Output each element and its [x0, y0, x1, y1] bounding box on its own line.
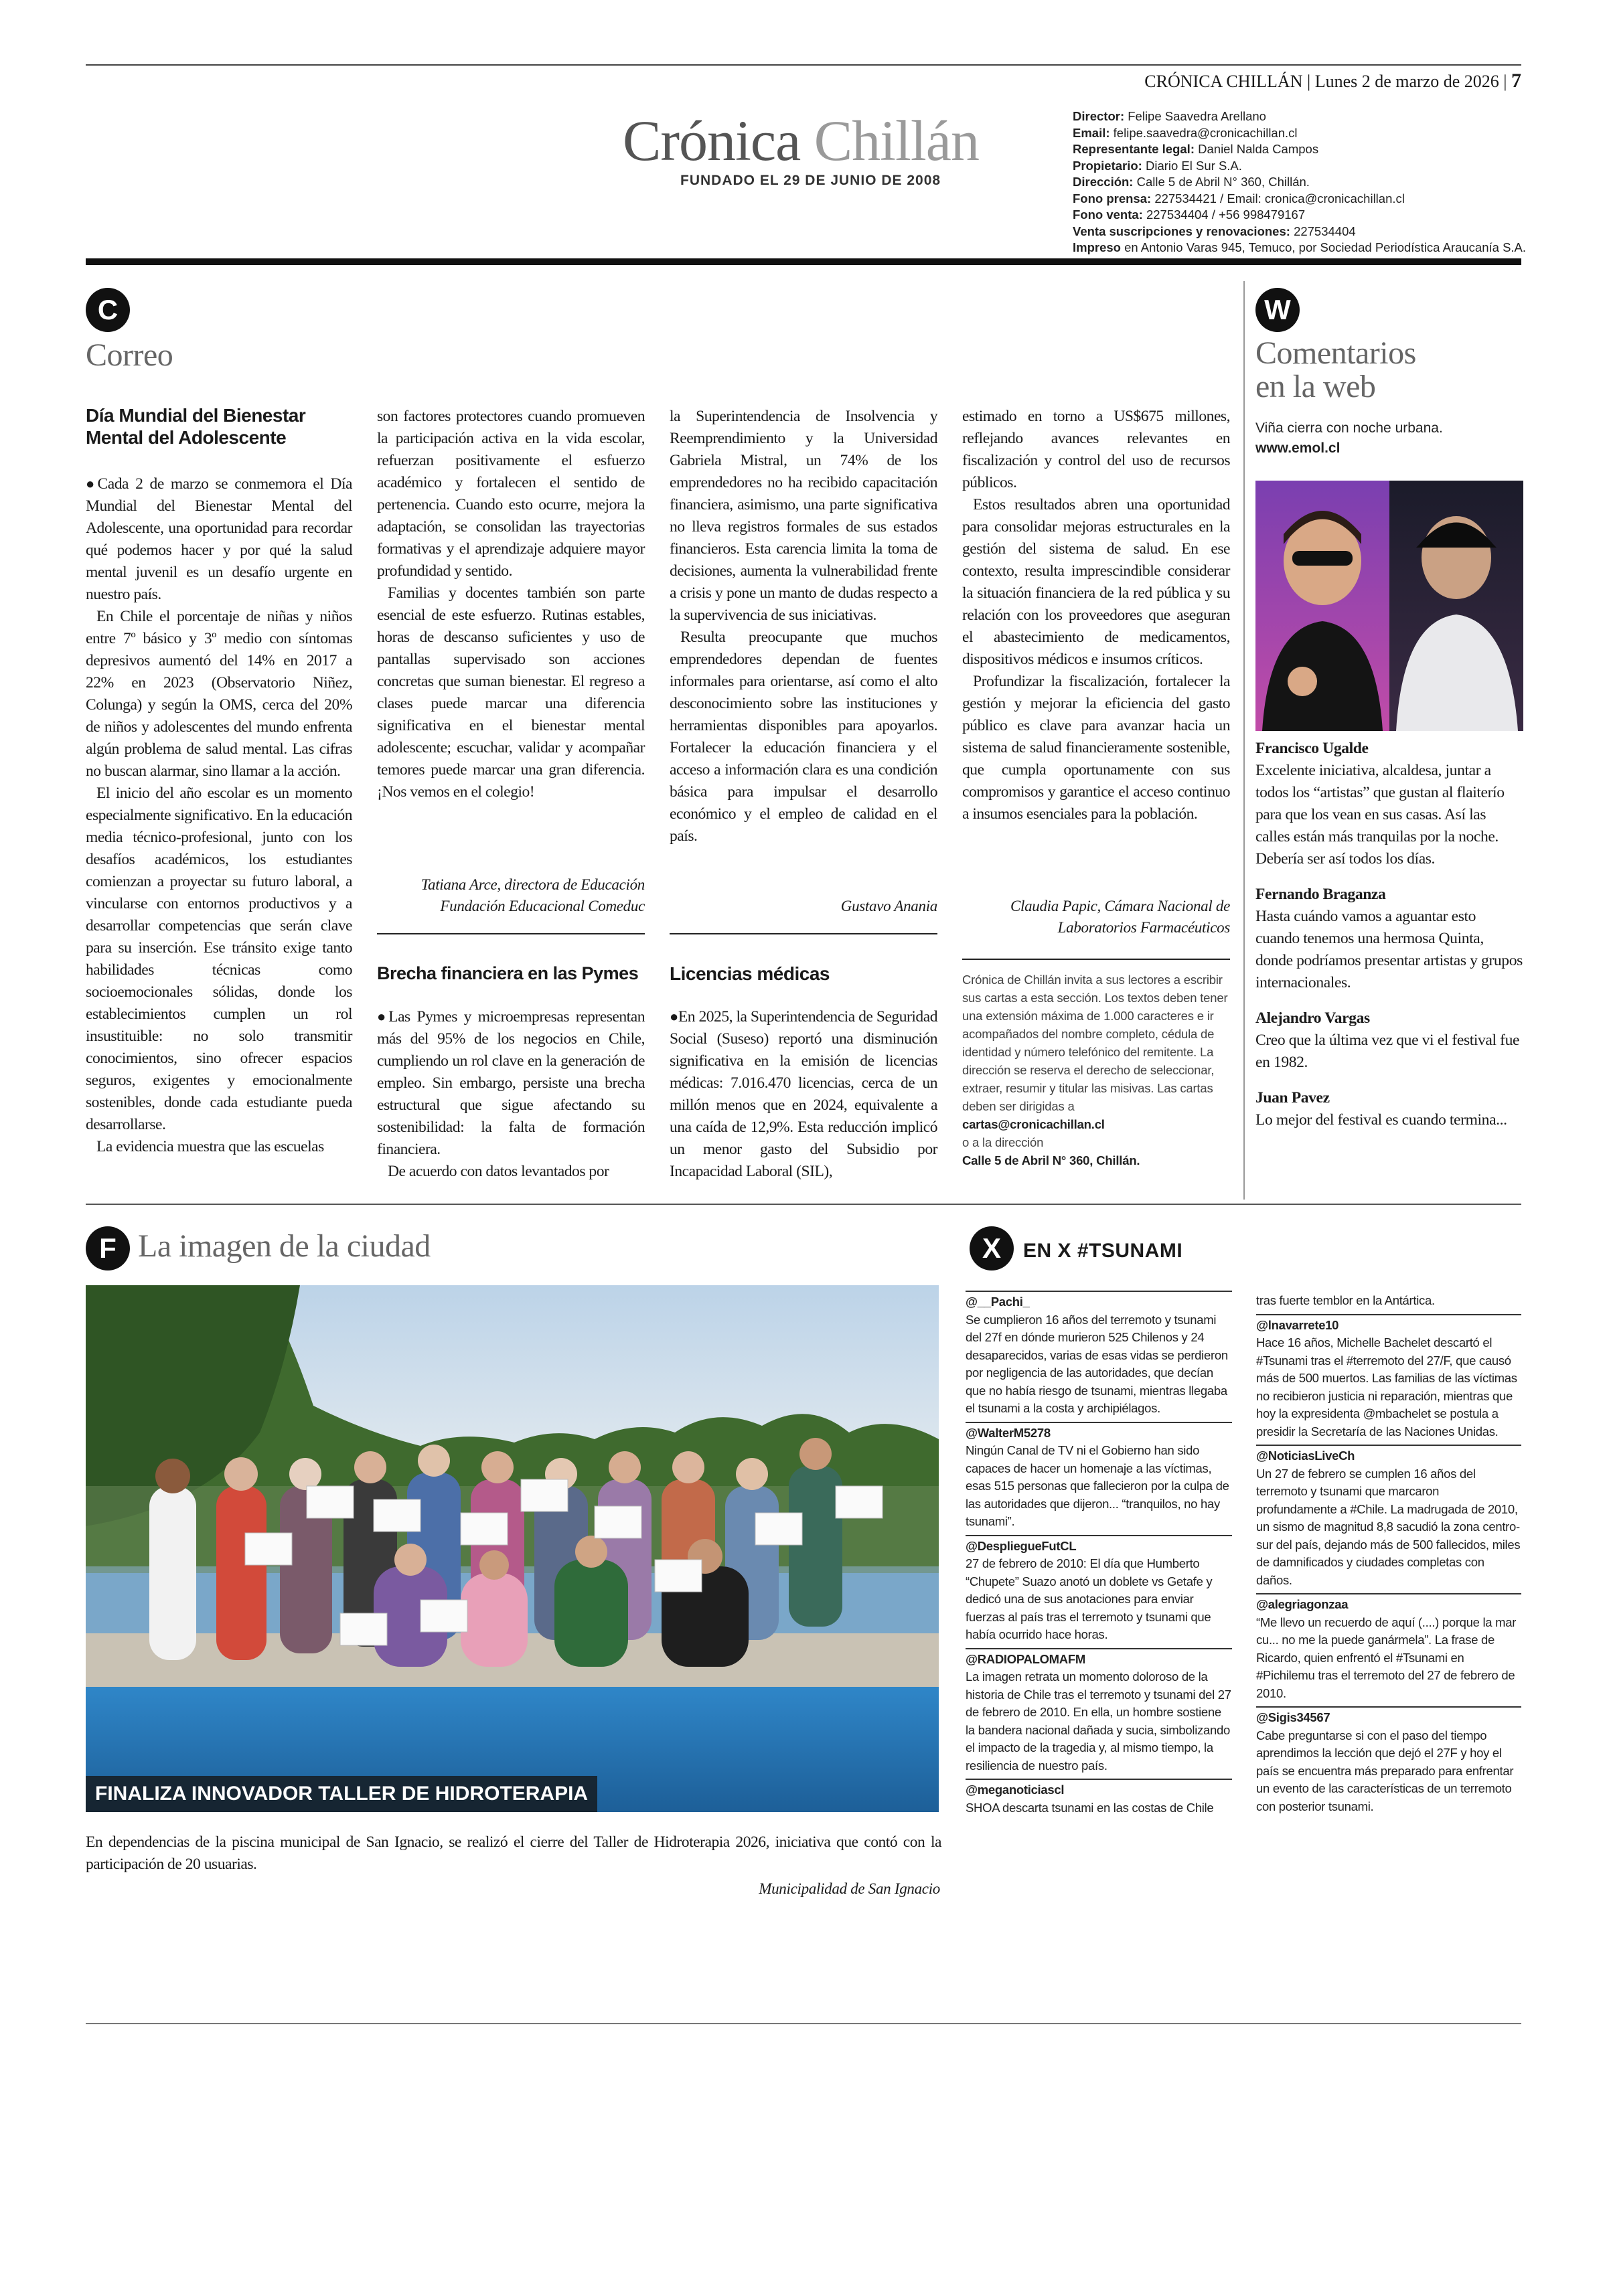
diploma	[420, 1600, 467, 1632]
folio-page: 7	[1511, 70, 1521, 92]
letter2-p3: la Superintendencia de Insolvencia y Reemprendimiento y la Universidad Gabriela Mistral, un 74% de los emprendedores no ha recibido capacitación financiera, asimismo, una parte significativa no lleva registros formales de sus estados financieros. Esta carencia limita la toma de decisiones, aumenta la vulnerabilidad frente a crisis y pone un manto de dudas respecto a la supervivencia de sus iniciativas.	[670, 408, 937, 624]
tweet-handle[interactable]: @lnavarrete10	[1256, 1314, 1521, 1335]
tweet-handle[interactable]: @__Pachi_	[966, 1291, 1232, 1311]
web-comment-text: Excelente iniciativa, alcaldesa, juntar a todos los “artistas” que gustan al flaiterío para que los vean en sus casas. Así las calles están más tranquilas por la noche. Debería ser así todos los días.	[1255, 762, 1505, 868]
web-title-2: en la web	[1255, 369, 1376, 404]
diploma	[374, 1499, 420, 1532]
tweet-text: Un 27 de febrero se cumplen 16 años del terremoto y tsunami que marcaron profundamente a #Chile. La madrugada de 2010, un sismo de magnitud 8,8 sacudió la zona centro-sur del país, dejando más de 500 fallecidos, miles de damnificados y ciudades completas con daños.	[1256, 1466, 1521, 1587]
staff-value: Diario El Sur S.A.	[1145, 158, 1242, 173]
diploma	[595, 1506, 641, 1538]
letter3-p2: estimado en torno a US$675 millones, reflejando avances relevantes en fiscalización y control del uso de recursos públicos.	[962, 408, 1230, 491]
staff-value: 227534404 / +56 998479167	[1146, 208, 1306, 222]
letter1-p1: Cada 2 de marzo se conmemora el Día Mundial del Bienestar Mental del Adolescente, una oportunidad para recordar qué podemos hacer y por qué la salud mental juvenil es un desafío urgente en nuestro país.	[86, 475, 352, 603]
web-source[interactable]: www.emol.cl	[1255, 440, 1341, 456]
web-subtitle-text: Viña cierra con noche urbana.	[1255, 420, 1443, 436]
masthead	[623, 107, 979, 174]
diploma	[307, 1486, 354, 1518]
web-photo	[1255, 481, 1523, 731]
staff-line	[1073, 141, 1526, 158]
staff-label: Impreso	[1073, 240, 1121, 254]
letter2-p4: Resulta preocupante que muchos emprendedores dependan de fuentes informales para orientarse, así como el alto desconocimiento sobre las instituciones y herramientas disponibles para apoyarlos. Fortalecer la educación financiera y el acceso a información clara es una condición básica para impulsar el desarrollo económico y el empleo de calidad en el país.	[670, 629, 937, 845]
letter3-signature: Claudia Papic, Cámara Nacional de Laboratorios Farmacéuticos	[1010, 898, 1230, 936]
web-comment	[1255, 884, 1523, 994]
diploma	[655, 1560, 702, 1592]
web-badge: W	[1255, 288, 1300, 332]
person-front	[554, 1560, 628, 1667]
person-head	[224, 1457, 258, 1491]
photo-caption: FINALIZA INNOVADOR TALLER DE HIDROTERAPIA	[86, 1776, 597, 1812]
staff-value: felipe.saavedra@cronicachillan.cl	[1113, 125, 1298, 140]
bullet: ●	[377, 1008, 389, 1025]
person-head	[481, 1451, 514, 1483]
web-comment	[1255, 738, 1523, 870]
tweet-handle[interactable]: @Sigis34567	[1256, 1706, 1521, 1727]
tweet-text: 27 de febrero de 2010: El día que Humberto “Chupete” Suazo anotó un doblete vs Getafe y dedicó una de sus anotaciones para enviar fuerzas al país tras el terremoto y tsunami que había ocurrido hace horas.	[966, 1556, 1213, 1641]
letter1-p5: son factores protectores cuando promueven la participación activa en la vida escolar, refuerzan positivamente el esfuerzo académico y fortalecen el sentido de pertenencia. Cuando esto ocurre, mejora la adaptación, se consolidan las trayectorias formativas y el aprendizaje adquiere mayor profundidad y sentido.	[377, 408, 645, 580]
diploma	[245, 1533, 292, 1565]
group-photo-illustration	[86, 1285, 939, 1812]
diploma	[521, 1479, 568, 1511]
tweet-text: SHOA descarta tsunami en las costas de Chile	[966, 1800, 1214, 1815]
staff-line	[1073, 191, 1526, 208]
x-column-2	[1256, 1292, 1521, 1819]
note-address: Calle 5 de Abril N° 360, Chillán.	[962, 1153, 1140, 1167]
web-comment	[1255, 1087, 1523, 1131]
tweet-text: Ningún Canal de TV ni el Gobierno han sido capaces de hacer un homenaje a las víctimas, esas 515 personas que fallecieron por la culpa de las autoridades que dijeron... “tranquilos, no hay tsunami”.	[966, 1443, 1229, 1528]
folio-date: Lunes 2 de marzo de 2026	[1314, 72, 1499, 91]
person-head	[394, 1544, 427, 1576]
staff-label: Representante legal:	[1073, 142, 1195, 156]
staff-label: Propietario:	[1073, 158, 1142, 173]
folio-paper: CRÓNICA CHILLÁN	[1144, 72, 1303, 91]
left-hand	[1288, 667, 1317, 696]
diploma	[755, 1513, 802, 1545]
imagen-badge: F	[86, 1226, 130, 1270]
note-email[interactable]: cartas@cronicachillan.cl	[962, 1117, 1105, 1131]
person-head	[289, 1458, 321, 1490]
founded-line: FUNDADO EL 29 DE JUNIO DE 2008	[680, 173, 941, 188]
letter3-col3	[670, 1005, 937, 1183]
diploma	[836, 1486, 883, 1518]
staff-label: Fono prensa:	[1073, 191, 1152, 206]
letter1-signature: Tatiana Arce, directora de Educación Fundación Educacional Comeduc	[420, 876, 645, 914]
letter1-p4: La evidencia muestra que las escuelas	[96, 1138, 324, 1155]
tweet-handle[interactable]: @RADIOPALOMAFM	[966, 1648, 1232, 1669]
letter2-headline: Brecha financiera en las Pymes	[377, 963, 639, 983]
staff-line	[1073, 207, 1526, 224]
staff-label: Dirección:	[1073, 175, 1134, 189]
diploma	[461, 1513, 508, 1545]
staff-line	[1073, 174, 1526, 191]
tweet-text: “Me llevo un recuerdo de aquí (....) porque la mar cu... no me la puede ganármela”. La frase de Ricardo, quien enfrentó el #Tsunami en #Pichilemu tras el terremoto del 27 de febrero de 2010.	[1256, 1615, 1517, 1700]
letter3-p1: En 2025, la Superintendencia de Seguridad Social (Suseso) reportó una disminución significativa en la emisión de licencias médicas: 7.016.470 licencias, cerca de un millón menos que en 2024, equivalente a una caída de 12,9%. Esta reducción implicó un menor gasto del Subsidio por Incapacidad Laboral (SIL),	[670, 1008, 937, 1180]
person-head	[155, 1459, 190, 1493]
photo-description: En dependencias de la piscina municipal de San Ignacio, se realizó el cierre del Taller de Hidroterapia 2026, iniciativa que contó con la participación de 20 usuarias.	[86, 1833, 941, 1873]
letter2-end-rule	[670, 933, 937, 934]
letter2-p1: Las Pymes y microempresas representan más del 95% de los negocios en Chile, cumpliendo un rol clave en la generación de empleo. Sin embargo, persiste una brecha estructural que sigue afectando su sostenibilidad: la falta de formación financiera.	[377, 1008, 645, 1158]
letter1-end-rule	[377, 933, 645, 934]
person	[789, 1466, 842, 1627]
bullet: ●	[670, 1008, 678, 1025]
tweet-handle[interactable]: @meganoticiascl	[966, 1779, 1232, 1799]
letter3-p3: Estos resultados abren una oportunidad para consolidar mejoras estructurales en la gestión del sistema de salud. En ese contexto, resulta imprescindible considerar la situación financiera de la red pública y su relación con los proveedores que aseguran el abastecimiento de medicamentos, dispositivos médicos e insumos críticos.	[962, 496, 1230, 668]
web-comment-text: Lo mejor del festival es cuando termina...	[1255, 1111, 1507, 1129]
letter3-headline: Licencias médicas	[670, 963, 830, 984]
photo-credit: Municipalidad de San Ignacio	[759, 1880, 940, 1897]
tweet-text: La imagen retrata un momento doloroso de la historia de Chile tras el terremoto y tsunami del 27 de febrero de 2010. En ella, un hombre sostiene la bandera nacional dañada y sucia, simbolizando el impacto de la tragedia y, al mismo tiempo, la resiliencia de nuestro país.	[966, 1669, 1231, 1773]
person-front	[461, 1573, 528, 1667]
tweet-handle[interactable]: @NoticiasLiveCh	[1256, 1445, 1521, 1465]
staff-value: 227534421 / Email: cronica@cronicachillan.cl	[1154, 191, 1405, 206]
web-comment-text: Hasta cuándo vamos a aguantar esto cuando tenemos una hermosa Quinta, donde podríamos presentar artistas y grupos internacionales.	[1255, 908, 1523, 991]
letters-note	[962, 971, 1230, 1169]
web-comment-author: Alejandro Vargas	[1255, 1009, 1370, 1027]
staff-box	[1073, 108, 1526, 256]
masthead-word-1: Crónica	[623, 108, 801, 173]
note-or: o a la dirección	[962, 1135, 1044, 1149]
web-comment-author: Fernando Braganza	[1255, 886, 1386, 903]
staff-line	[1073, 125, 1526, 142]
staff-value: Daniel Nalda Campos	[1198, 142, 1319, 156]
tweet-text: Cabe preguntarse si con el paso del tiempo aprendimos la lección que dejó el 27F y hoy el país se encuentra más preparado para enfrentar un evento de las características de un terremoto con posterior tsunami.	[1256, 1728, 1514, 1813]
imagen-title: La imagen de la ciudad	[138, 1228, 431, 1264]
person-head	[418, 1445, 450, 1477]
staff-value: 227534404	[1294, 224, 1356, 238]
x-column-1	[966, 1291, 1232, 1821]
tweet-handle[interactable]: @alegriagonzaa	[1256, 1593, 1521, 1614]
web-comment	[1255, 1007, 1523, 1074]
staff-label: Email:	[1073, 125, 1110, 140]
letter1-headline: Día Mundial del Bienestar Mental del Adolescente	[86, 405, 306, 448]
letter3-p4: Profundizar la fiscalización, fortalecer la gestión y mejorar la eficiencia del gasto público es clave para avanzar hacia un sistema de salud financieramente sostenible, que cumpla oportunamente con sus compromisos y garantice el acceso continuo a insumos esenciales para la población.	[962, 673, 1230, 823]
person	[149, 1486, 196, 1660]
correo-title: Correo	[86, 337, 173, 373]
letter1-p6: Familias y docentes también son parte esencial de este esfuerzo. Rutinas estables, horas de descanso suficientes y uso de pantallas supervisado son acciones concretas que suman bienestar. El regreso a clases puede marcar una diferencia significativa en el bienestar mental adolescente; escuchar, validar y acompañar temores puede marcar una gran diferencia. ¡Nos vemos en el colegio!	[377, 584, 645, 801]
web-subtitle	[1255, 418, 1443, 459]
letter1-p2: En Chile el porcentaje de niñas y niños entre 7º básico y 3º medio con síntomas depresivos aumentó del 14% en 2017 a 22% en 2023 (Observatorio Niñez, Colunga) y según la OMS, cerca del 20% de niños y adolescentes del mundo enfrenta algún problema de salud mental. Las cifras no buscan alarmar, sino llamar a la acción.	[86, 608, 352, 780]
bullet: ●	[86, 475, 98, 492]
x-title: EN X #TSUNAMI	[1023, 1240, 1183, 1262]
letter1-col2	[377, 406, 645, 803]
letter1-p3: El inicio del año escolar es un momento especialmente significativo. En la educación media técnico-profesional, junto con los desafíos académicos, los estudiantes comienzan a proyectar su futuro laboral, a vincularse con entornos productivos y a desarrollar competencias que serán clave para su inserción. Ese tránsito exige tanto habilidades técnicas como socioemocionales sólidas, donde los establecimientos cumplen un rol insustituible: no solo transmitir conocimientos, sino ofrecer espacios seguros, exigentes y emocionalmente sostenibles, donde cada estudiante pueda desarrollarse.	[86, 785, 352, 1133]
web-title-1: Comentarios	[1255, 335, 1416, 371]
note-text: Crónica de Chillán invita a sus lectores a escribir sus cartas a esta sección. Los textos deben tener una extensión máxima de 1.000 caracteres e ir acompañados del nombre completo, cédula de identidad y número telefónico del remitente. La dirección se reserva el derecho de seleccionar, extraer, resumir y titular las misivas. Las cartas deben ser dirigidas a	[962, 973, 1228, 1113]
diploma	[340, 1613, 387, 1645]
masthead-word-2: Chillán	[814, 108, 979, 173]
staff-value: Felipe Saavedra Arellano	[1128, 109, 1266, 123]
web-divider	[1243, 281, 1245, 1200]
tweet-handle[interactable]: @WalterM5278	[966, 1422, 1232, 1443]
staff-line	[1073, 224, 1526, 240]
letter2-signature: Gustavo Anania	[840, 898, 937, 914]
tweet-text: Se cumplieron 16 años del terremoto y tsunami del 27f en dónde murieron 525 Chilenos y 24 desaparecidos, varias de esas vidas se perdieron por negligencia de las autoridades, que decían que no había riesgo de tsunami, mientras llegaba el tsunami a la costa y archipiélagos.	[966, 1312, 1228, 1415]
web-comments	[1255, 738, 1523, 1145]
staff-line	[1073, 108, 1526, 125]
header-rule	[86, 258, 1521, 265]
person-head	[354, 1451, 386, 1483]
mid-rule	[86, 1204, 1521, 1205]
letter1-col1	[86, 473, 352, 1158]
x-badge: X	[970, 1226, 1014, 1270]
letter2-p2: De acuerdo con datos levantados por	[388, 1163, 609, 1180]
top-rule	[86, 64, 1521, 66]
tweet-text: tras fuerte temblor en la Antártica.	[1256, 1293, 1435, 1307]
web-comment-author: Francisco Ugalde	[1255, 740, 1369, 757]
correo-badge: C	[86, 288, 130, 332]
staff-line	[1073, 240, 1526, 256]
person-head	[736, 1458, 768, 1490]
web-comment-author: Juan Pavez	[1255, 1089, 1330, 1106]
staff-label: Director:	[1073, 109, 1125, 123]
tweet-text: Hace 16 años, Michelle Bachelet descartó el #Tsunami tras el #terremoto del 27/F, que causó más de 500 muertos. Las familias de las víctimas no recibieron justicia ni reparación, mientras que hoy la expresidenta @mbachelet se postula a presidir la Secretaría de las Naciones Unidas.	[1256, 1335, 1517, 1439]
group-photo	[86, 1285, 939, 1812]
bottom-rule	[86, 2023, 1521, 2024]
staff-label: Venta suscripciones y renovaciones:	[1073, 224, 1290, 238]
person-head	[609, 1451, 641, 1483]
folio: CRÓNICA CHILLÁN | Lunes 2 de marzo de 2026 | 7	[1144, 70, 1521, 92]
web-title	[1255, 337, 1416, 404]
person-head	[575, 1536, 607, 1568]
tweet-handle[interactable]: @DespliegueFutCL	[966, 1535, 1232, 1556]
letter2-col2	[377, 1005, 645, 1183]
staff-value: en Antonio Varas 945, Temuco, por Sociedad Periodística Araucanía S.A.	[1124, 240, 1527, 254]
staff-line	[1073, 158, 1526, 175]
left-sunglasses	[1292, 551, 1353, 566]
letter3-col4	[962, 406, 1230, 825]
person-head	[479, 1550, 509, 1580]
web-comment-text: Creo que la última vez que vi el festival fue en 1982.	[1255, 1032, 1520, 1071]
staff-label: Fono venta:	[1073, 208, 1143, 222]
letter3-end-rule	[962, 959, 1230, 960]
person-head	[799, 1438, 832, 1470]
staff-value: Calle 5 de Abril N° 360, Chillán.	[1136, 175, 1310, 189]
letter2-col3	[670, 406, 937, 847]
person-head	[672, 1451, 704, 1483]
person	[216, 1486, 266, 1660]
